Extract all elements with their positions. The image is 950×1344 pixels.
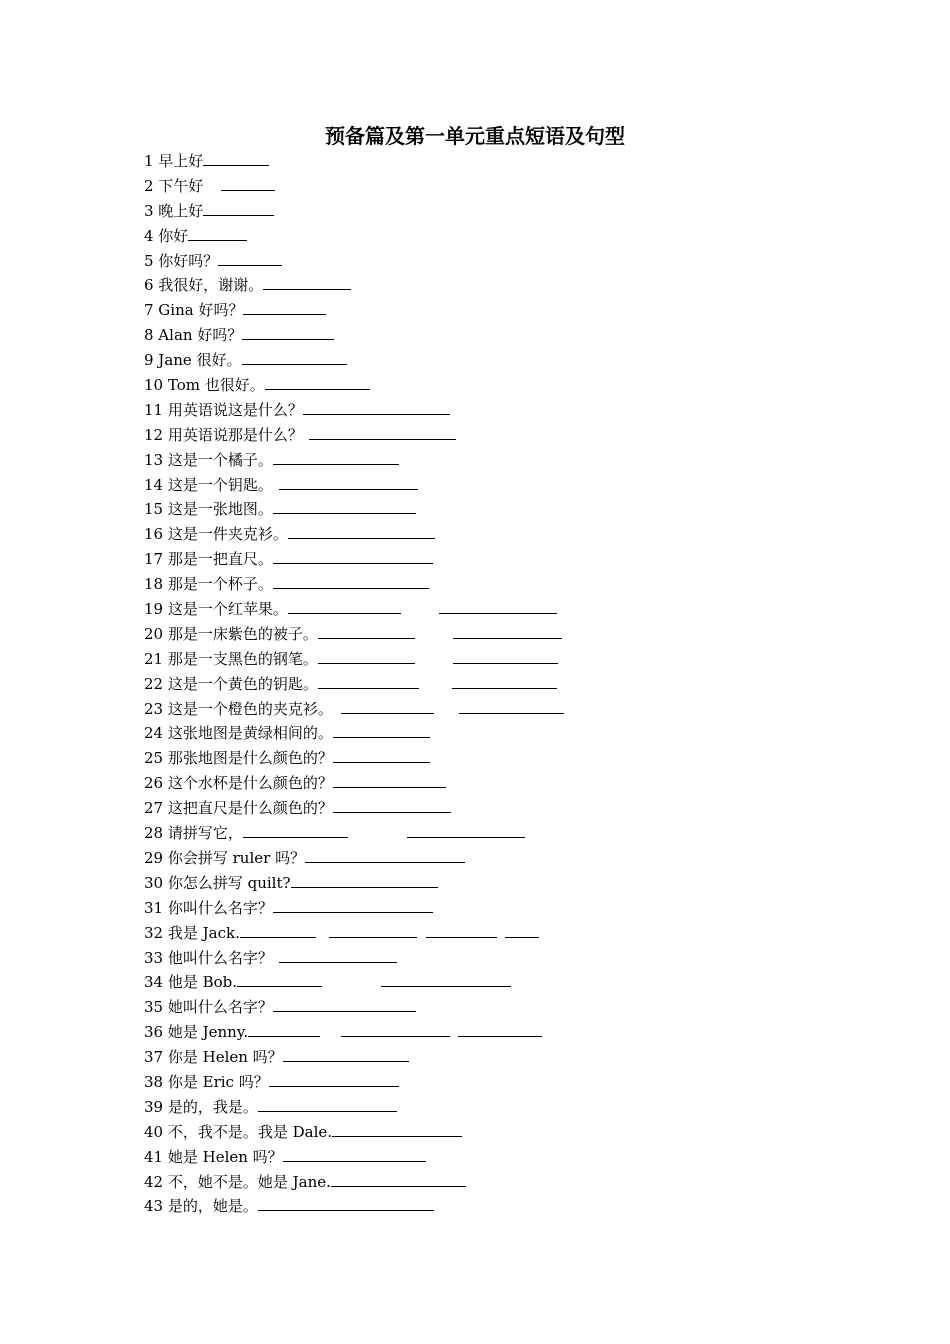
answer-blank-line[interactable] bbox=[332, 1122, 462, 1137]
exercise-item bbox=[144, 697, 844, 722]
answer-blank-line[interactable] bbox=[240, 923, 316, 938]
exercise-prompt: 9 Jane 很好。 bbox=[144, 351, 242, 370]
answer-blanks bbox=[333, 748, 430, 763]
exercise-prompt: 8 Alan 好吗？ bbox=[144, 326, 243, 345]
exercise-prompt: 39 是的，我是。 bbox=[144, 1097, 258, 1116]
answer-blanks bbox=[331, 1172, 466, 1187]
answer-blank-line[interactable] bbox=[426, 923, 497, 938]
answer-blanks bbox=[333, 798, 451, 813]
exercise-prompt: 29 你会拼写 ruler 吗？ bbox=[144, 848, 306, 867]
answer-blanks bbox=[273, 549, 433, 564]
answer-blanks bbox=[288, 599, 557, 614]
exercise-item bbox=[144, 597, 844, 622]
answer-blanks bbox=[188, 226, 247, 241]
exercise-prompt: 38 你是 Eric 吗？ bbox=[144, 1072, 269, 1091]
exercise-item bbox=[144, 174, 844, 199]
exercise-item bbox=[144, 149, 844, 174]
answer-blanks bbox=[269, 1072, 399, 1087]
answer-blank-line[interactable] bbox=[309, 425, 456, 440]
answer-blanks bbox=[248, 1022, 542, 1037]
answer-blanks bbox=[258, 1097, 397, 1112]
exercise-item bbox=[144, 199, 844, 224]
exercise-prompt: 16 这是一件夹克衫。 bbox=[144, 525, 288, 544]
answer-blanks bbox=[273, 499, 416, 514]
answer-blanks bbox=[318, 674, 557, 689]
answer-blank-line[interactable] bbox=[453, 649, 558, 664]
answer-blanks bbox=[208, 176, 275, 191]
answer-blank-line[interactable] bbox=[279, 475, 418, 490]
answer-blanks bbox=[203, 151, 269, 166]
exercise-prompt: 24 这张地图是黄绿相间的。 bbox=[144, 724, 333, 743]
exercise-item bbox=[144, 821, 844, 846]
answer-blanks bbox=[265, 375, 370, 390]
answer-blank-line[interactable] bbox=[333, 723, 430, 738]
exercise-prompt: 10 Tom 也很好。 bbox=[144, 376, 265, 395]
exercise-prompt: 20 那是一床紫色的被子。 bbox=[144, 624, 318, 643]
exercise-item bbox=[144, 423, 844, 448]
answer-blank-line[interactable] bbox=[318, 624, 415, 639]
exercise-list bbox=[144, 149, 844, 1219]
answer-blank-line[interactable] bbox=[291, 873, 438, 888]
exercise-item bbox=[144, 398, 844, 423]
answer-blank-line[interactable] bbox=[258, 1097, 397, 1112]
exercise-prompt: 36 她是 Jenny. bbox=[144, 1023, 249, 1042]
answer-blank-line[interactable] bbox=[283, 1147, 426, 1162]
answer-blanks bbox=[237, 972, 511, 987]
exercise-prompt: 7 Gina 好吗？ bbox=[144, 301, 244, 320]
answer-blank-line[interactable] bbox=[243, 300, 326, 315]
exercise-item bbox=[144, 1095, 844, 1120]
exercise-prompt: 18 那是一个杯子。 bbox=[144, 575, 273, 594]
exercise-item bbox=[144, 373, 844, 398]
answer-blank-line[interactable] bbox=[341, 699, 434, 714]
exercise-prompt: 17 那是一把直尺。 bbox=[144, 550, 273, 569]
exercise-prompt: 2 下午好 bbox=[144, 176, 209, 195]
answer-blanks bbox=[333, 699, 564, 714]
answer-blank-line[interactable] bbox=[273, 997, 416, 1012]
exercise-item bbox=[144, 1170, 844, 1195]
answer-blanks bbox=[305, 848, 465, 863]
answer-blank-line[interactable] bbox=[288, 524, 435, 539]
answer-blanks bbox=[332, 1122, 462, 1137]
exercise-item bbox=[144, 721, 844, 746]
answer-blanks bbox=[303, 400, 450, 415]
exercise-item bbox=[144, 1145, 844, 1170]
answer-blank-line[interactable] bbox=[453, 624, 562, 639]
exercise-prompt: 22 这是一个黄色的钥匙。 bbox=[144, 674, 318, 693]
exercise-item bbox=[144, 1194, 844, 1219]
answer-blanks bbox=[318, 649, 558, 664]
answer-blanks bbox=[288, 524, 435, 539]
answer-blank-line[interactable] bbox=[265, 375, 370, 390]
exercise-prompt: 13 这是一个橘子。 bbox=[144, 450, 273, 469]
answer-blank-line[interactable] bbox=[242, 325, 334, 340]
answer-blanks bbox=[273, 948, 397, 963]
answer-blank-line[interactable] bbox=[505, 923, 539, 938]
answer-blank-line[interactable] bbox=[458, 1022, 542, 1037]
answer-blank-line[interactable] bbox=[243, 823, 348, 838]
exercise-prompt: 15 这是一张地图。 bbox=[144, 500, 273, 519]
answer-blanks bbox=[273, 898, 433, 913]
exercise-item bbox=[144, 473, 844, 498]
page-title: 预备篇及第一单元重点短语及句型 bbox=[325, 124, 625, 148]
answer-blank-line[interactable] bbox=[333, 773, 446, 788]
exercise-prompt: 33 他叫什么名字？ bbox=[144, 948, 273, 967]
answer-blank-line[interactable] bbox=[273, 574, 429, 589]
exercise-prompt: 5 你好吗？ bbox=[144, 251, 219, 270]
exercise-item bbox=[144, 871, 844, 896]
answer-blank-line[interactable] bbox=[248, 1022, 320, 1037]
answer-blank-line[interactable] bbox=[273, 450, 399, 465]
exercise-item bbox=[144, 672, 844, 697]
answer-blanks bbox=[273, 450, 399, 465]
exercise-item bbox=[144, 970, 844, 995]
answer-blank-line[interactable] bbox=[273, 898, 433, 913]
answer-blank-line[interactable] bbox=[305, 848, 465, 863]
exercise-prompt: 43 是的，她是。 bbox=[144, 1197, 258, 1216]
answer-blanks bbox=[203, 201, 274, 216]
answer-blanks bbox=[242, 350, 347, 365]
answer-blank-line[interactable] bbox=[269, 1072, 399, 1087]
answer-blank-line[interactable] bbox=[242, 350, 347, 365]
exercise-item bbox=[144, 224, 844, 249]
exercise-prompt: 31 你叫什么名字？ bbox=[144, 898, 273, 917]
exercise-item bbox=[144, 796, 844, 821]
exercise-prompt: 4 你好 bbox=[144, 226, 189, 245]
answer-blank-line[interactable] bbox=[318, 674, 419, 689]
answer-blank-line[interactable] bbox=[283, 1047, 409, 1062]
exercise-item bbox=[144, 946, 844, 971]
exercise-item bbox=[144, 1020, 844, 1045]
answer-blank-line[interactable] bbox=[341, 1022, 450, 1037]
answer-blanks bbox=[258, 1196, 434, 1211]
answer-blank-line[interactable] bbox=[318, 649, 415, 664]
exercise-item bbox=[144, 1120, 844, 1145]
exercise-item bbox=[144, 323, 844, 348]
exercise-prompt: 37 你是 Helen 吗？ bbox=[144, 1048, 283, 1067]
answer-blank-line[interactable] bbox=[288, 599, 401, 614]
answer-blanks bbox=[333, 773, 446, 788]
answer-blanks bbox=[240, 923, 539, 938]
answer-blanks bbox=[318, 624, 562, 639]
exercise-prompt: 6 我很好，谢谢。 bbox=[144, 276, 264, 295]
answer-blanks bbox=[243, 823, 525, 838]
exercise-item bbox=[144, 921, 844, 946]
exercise-item bbox=[144, 497, 844, 522]
exercise-prompt: 21 那是一支黑色的钢笔。 bbox=[144, 649, 318, 668]
exercise-prompt: 40 不，我不是。我是 Dale. bbox=[144, 1122, 333, 1141]
exercise-prompt: 3 晚上好 bbox=[144, 201, 204, 220]
exercise-prompt: 27 这把直尺是什么颜色的？ bbox=[144, 799, 333, 818]
answer-blank-line[interactable] bbox=[439, 599, 557, 614]
exercise-prompt: 30 你怎么拼写 quilt? bbox=[144, 873, 291, 892]
answer-blank-line[interactable] bbox=[218, 251, 282, 266]
answer-blank-line[interactable] bbox=[188, 226, 247, 241]
exercise-prompt: 42 不，她不是。她是 Jane. bbox=[144, 1172, 331, 1191]
answer-blanks bbox=[283, 1147, 426, 1162]
exercise-item bbox=[144, 846, 844, 871]
answer-blanks bbox=[242, 325, 334, 340]
answer-blank-line[interactable] bbox=[407, 823, 525, 838]
exercise-prompt: 23 这是一个橙色的夹克衫。 bbox=[144, 699, 333, 718]
answer-blanks bbox=[283, 1047, 409, 1062]
answer-blanks bbox=[273, 475, 418, 490]
answer-blank-line[interactable] bbox=[452, 674, 557, 689]
answer-blanks bbox=[243, 300, 326, 315]
exercise-item bbox=[144, 522, 844, 547]
exercise-item bbox=[144, 547, 844, 572]
answer-blank-line[interactable] bbox=[329, 923, 417, 938]
answer-blank-line[interactable] bbox=[333, 748, 430, 763]
answer-blank-line[interactable] bbox=[273, 549, 433, 564]
exercise-prompt: 35 她叫什么名字？ bbox=[144, 998, 273, 1017]
answer-blank-line[interactable] bbox=[263, 275, 351, 290]
exercise-prompt: 11 用英语说这是什么？ bbox=[144, 400, 303, 419]
exercise-prompt: 1 早上好 bbox=[144, 152, 204, 170]
answer-blank-line[interactable] bbox=[258, 1196, 434, 1211]
exercise-item bbox=[144, 771, 844, 796]
exercise-item bbox=[144, 273, 844, 298]
answer-blanks bbox=[291, 873, 438, 888]
exercise-prompt: 32 我是 Jack. bbox=[144, 923, 240, 942]
exercise-item bbox=[144, 348, 844, 373]
answer-blank-line[interactable] bbox=[273, 499, 416, 514]
exercise-prompt: 28 请拼写它， bbox=[144, 824, 243, 843]
exercise-prompt: 19 这是一个红苹果。 bbox=[144, 600, 288, 619]
exercise-item bbox=[144, 622, 844, 647]
exercise-item bbox=[144, 896, 844, 921]
exercise-item bbox=[144, 249, 844, 274]
answer-blank-line[interactable] bbox=[203, 151, 269, 166]
exercise-item bbox=[144, 647, 844, 672]
answer-blanks bbox=[333, 723, 430, 738]
exercise-item bbox=[144, 746, 844, 771]
answer-blanks bbox=[218, 251, 282, 266]
exercise-prompt: 14 这是一个钥匙。 bbox=[144, 475, 273, 494]
exercise-prompt: 34 他是 Bob. bbox=[144, 973, 238, 992]
exercise-prompt: 25 那张地图是什么颜色的？ bbox=[144, 749, 333, 768]
answer-blank-line[interactable] bbox=[333, 798, 451, 813]
answer-blank-line[interactable] bbox=[303, 400, 450, 415]
exercise-item bbox=[144, 298, 844, 323]
exercise-item bbox=[144, 1070, 844, 1095]
answer-blanks bbox=[273, 997, 416, 1012]
exercise-item bbox=[144, 1045, 844, 1070]
exercise-prompt: 26 这个水杯是什么颜色的？ bbox=[144, 774, 333, 793]
answer-blank-line[interactable] bbox=[279, 948, 397, 963]
exercise-item bbox=[144, 995, 844, 1020]
exercise-prompt: 41 她是 Helen 吗？ bbox=[144, 1147, 283, 1166]
answer-blank-line[interactable] bbox=[237, 972, 322, 987]
answer-blank-line[interactable] bbox=[459, 699, 564, 714]
answer-blank-line[interactable] bbox=[381, 972, 511, 987]
exercise-item bbox=[144, 572, 844, 597]
answer-blank-line[interactable] bbox=[221, 176, 275, 191]
answer-blanks bbox=[303, 425, 456, 440]
answer-blank-line[interactable] bbox=[203, 201, 274, 216]
answer-blanks bbox=[273, 574, 429, 589]
exercise-prompt: 12 用英语说那是什么？ bbox=[144, 425, 303, 444]
exercise-item bbox=[144, 448, 844, 473]
answer-blanks bbox=[263, 275, 351, 290]
answer-blank-line[interactable] bbox=[331, 1172, 466, 1187]
